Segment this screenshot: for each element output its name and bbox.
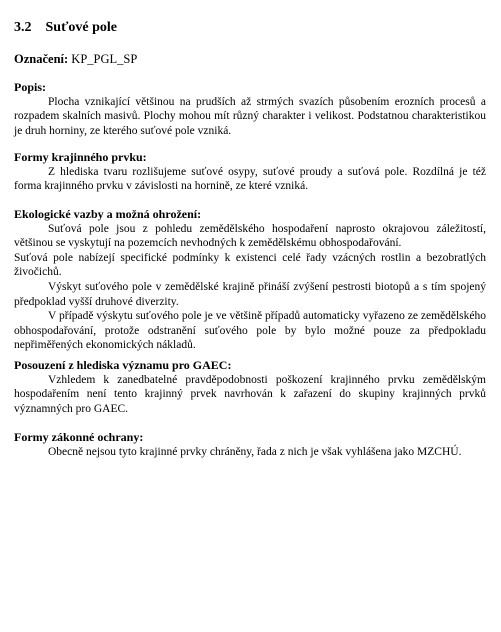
designation-label: Označení: [14, 52, 69, 66]
ecology-section [14, 207, 486, 353]
protection-paragraph: Obecně nejsou tyto krajinné prvky chráněny, řada z nich je však vyhlášena jako MZCHÚ. [48, 445, 462, 458]
forms-section [14, 150, 486, 194]
section-number: 3.2 [14, 20, 32, 35]
ecology-paragraph-4: V případě výskytu suťového pole je ve většině případů automaticky vyřazeno ze zemědělského obhospodařování, protože odstranění suťového pole by bylo možné pouze za předpokladu nepřiměřených ekonomických nákladů. [14, 310, 486, 352]
description-heading: Popis: [14, 80, 47, 94]
protection-heading: Formy zákonné ochrany: [14, 430, 144, 444]
description-paragraph: Plocha vznikající většinou na prudších až strmých svazích působením erozních procesů a rozpadem skalních masivů. Plochy mohou mít různý charakter i velikost. Podstatnou charakteristikou je druh horniny, ze kterého suťové pole vzniká. [14, 95, 486, 137]
description-section [14, 80, 486, 138]
section-title-text: Suťové pole [45, 20, 117, 35]
ecology-paragraph-1: Suťová pole jsou z pohledu zemědělského hospodaření naprosto okrajovou záležitostí, většinou se vyskytují na pozemcích nevhodných k zemědělskému obhospodařování. [14, 222, 486, 250]
gaec-paragraph: Vzhledem k zanedbatelné pravděpodobnosti poškození krajinného prvku zemědělským hospodařením není tento krajinný prvek navrhován k zařazení do skupiny krajinných prvků významných pro GAEC. [14, 373, 486, 415]
section-title [14, 20, 117, 36]
ecology-paragraph-2: Suťová pole nabízejí specifické podmínky k existenci celé řady vzácných rostlin a bezobratlých živočichů. [14, 251, 486, 279]
forms-heading: Formy krajinného prvku: [14, 150, 147, 164]
designation-value: KP_PGL_SP [71, 52, 138, 66]
ecology-heading: Ekologické vazby a možná ohrožení: [14, 207, 202, 221]
ecology-paragraph-3: Výskyt suťového pole v zemědělské krajině přináší zvýšení pestrosti biotopů a s tím spojený předpoklad vyšší druhové diverzity. [14, 280, 486, 308]
gaec-section [14, 358, 486, 416]
designation [14, 52, 137, 67]
gaec-heading: Posouzení z hlediska významu pro GAEC: [14, 358, 232, 372]
protection-section [14, 430, 486, 459]
forms-paragraph: Z hlediska tvaru rozlišujeme suťové osypy, suťové proudy a suťová pole. Rozdílná je též forma krajinného prvku v závislosti na hornině, ze které vzniká. [14, 165, 486, 193]
